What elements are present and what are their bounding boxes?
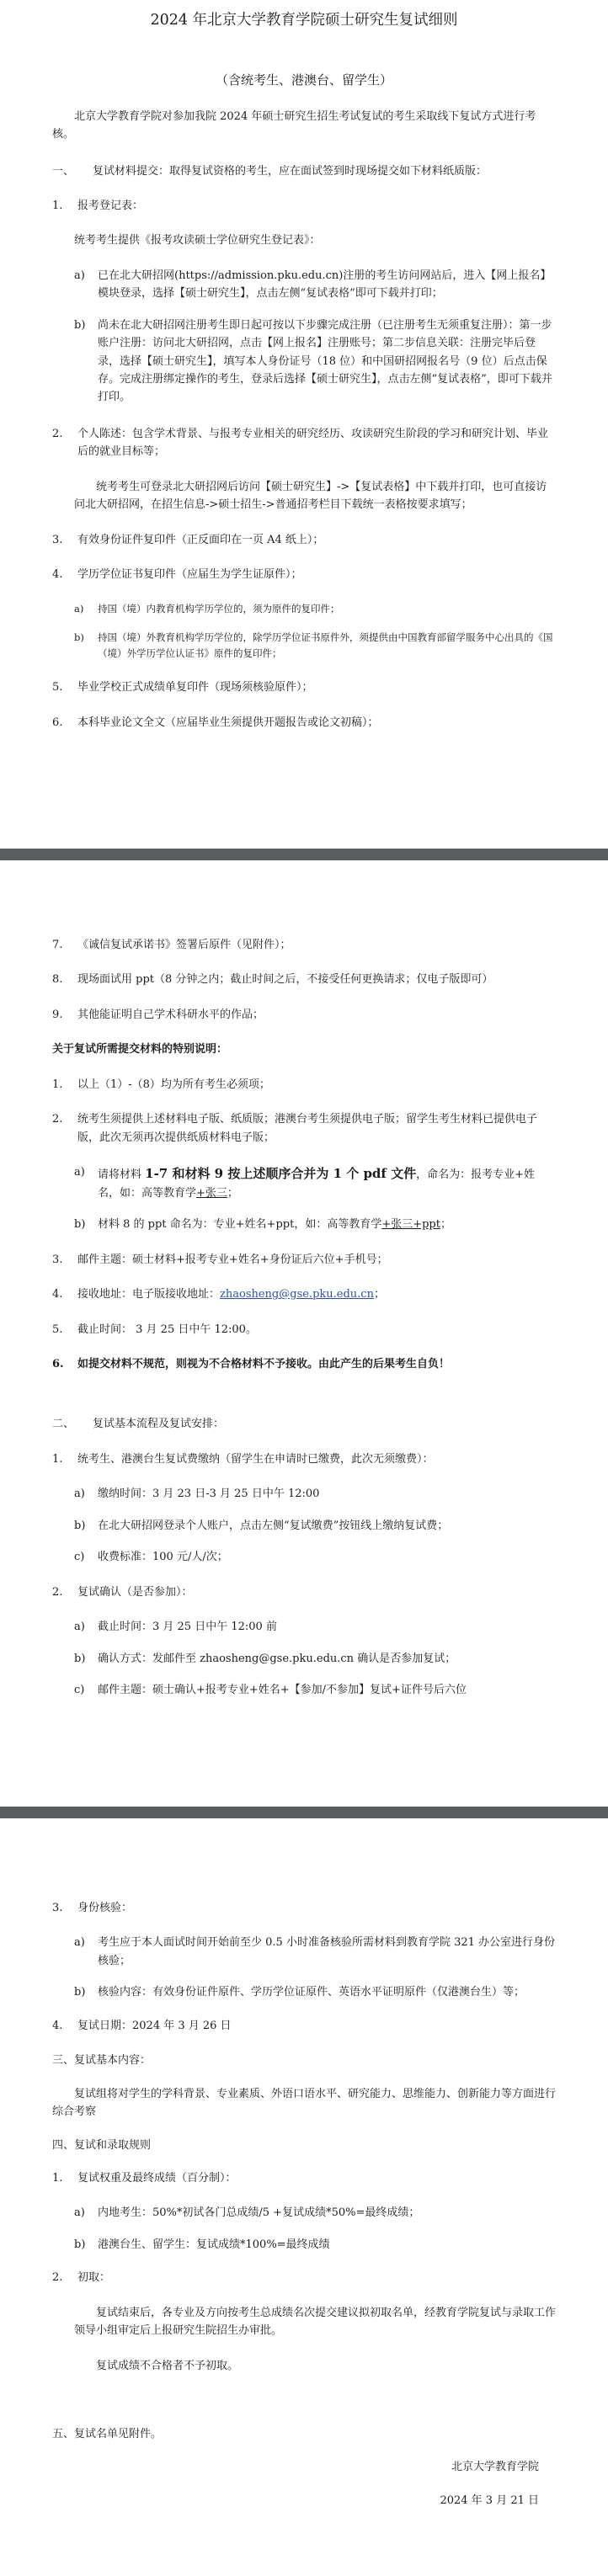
list-item-desc: 统考考生提供《报考攻读硕士学位研究生登记表》： [74, 234, 321, 247]
sub-item: a) 缴纳时间：3 月 23 日-3 月 25 日中午 12:00 [74, 1488, 320, 1501]
sub-item: c) 收费标准：100 元/人/次； [74, 1551, 228, 1564]
sub-item: b) 材料 8 的 ppt 命名为：专业+姓名+ppt，如：高等教育学+张三+ppt； [74, 1218, 451, 1232]
section-3-heading: 三、复试基本内容： [52, 2054, 152, 2068]
list-item: 8. 现场面试用 ppt（8 分钟之内；截止时间之后，不接受任何更换请求；仅电子版即可） [52, 973, 493, 987]
document-title: 2024 年北京大学教育学院硕士研究生复试细则 [150, 12, 458, 29]
sub-item: a) 请将材料 1-7 和材料 9 按上述顺序合并为 1 个 pdf 文件，命名为：报考专业+姓名，如：高等教育学+张三； [74, 1166, 536, 1200]
document-page-2 [0, 860, 608, 1803]
sub-item: a) 截止时间：3 月 25 日中午 12:00 前 [74, 1621, 277, 1634]
sub-item: b) 港澳台生、留学生：复试成绩*100%=最终成绩 [74, 2238, 330, 2251]
sub-item: c) 邮件主题：硕士确认+报考专业+姓名+【参加/不参加】复试+证件号后六位 [74, 1683, 467, 1696]
list-item: 5. 毕业学校正式成绩单复印件（现场须核验原件）； [52, 681, 313, 695]
sub-item: a) 考生应于本人面试时间开始前至少 0.5 小时准备核验所需材料到教育学院 321 办公室进行身份核验； [74, 1936, 556, 1967]
list-item: 6. 本科毕业论文全文（应届毕业生须提供开题报告或论文初稿）； [52, 716, 379, 729]
intro-paragraph: 北京大学教育学院对参加我院 2024 年硕士研究生招生考试复试的考生采取线下复试方式进行考核。 [52, 109, 536, 141]
list-item: 3. 身份核验： [52, 1902, 133, 1914]
page-separator [0, 1807, 608, 1818]
admission-text: 复试结束后，各专业及方向按考生总成绩名次提交建议拟初取名单，经教育学院复试与录取工作领导小组审定后上报研究生院招生办审批。 [74, 2306, 557, 2338]
list-item: 3. 邮件主题：硕士材料+报考专业+姓名+身份证后六位+手机号； [52, 1253, 388, 1266]
document-page-1 [0, 0, 608, 842]
list-item: 1. 统考生、港澳台生复试费缴纳（留学生在申请时已缴费，此次无须缴费）： [52, 1452, 434, 1466]
list-item: 4. 学历学位证书复印件（应届生为学生证原件）； [52, 568, 302, 582]
document-subtitle: （含统考生、港澳台、留学生） [215, 72, 392, 88]
list-item: 3. 有效身份证件复印件（正反面印在一页 A4 纸上）； [52, 533, 324, 546]
list-item-desc: 统考考生可登录北大研招网后访问【硕士研究生】->【复试表格】中下载并打印，也可直接访问北大研招网，在招生信息->硕士招生->普通招考栏目下载统一表格按要求填写； [74, 480, 547, 512]
sub-item: b) 核验内容：有效身份证件原件、学历学位证原件、英语水平证明原件（仅港澳台生）等； [74, 1986, 525, 1999]
list-item: 5. 截止时间： 3 月 25 日中午 12:00。 [52, 1323, 257, 1336]
section-1-heading: 一、 复试材料提交：取得复试资格的考生，应在面试签到时现场提交如下材料纸质版： [52, 164, 488, 178]
email-link[interactable]: zhaosheng@gse.pku.edu.cn [220, 1288, 374, 1301]
section-2-heading: 二、 复试基本流程及复试安排： [52, 1418, 225, 1431]
list-item: 1. 以上（1）-（8）均为所有考生必须项； [52, 1078, 270, 1091]
sub-item: a) 内地考生：50%*初试各门总成绩/5 +复试成绩*50%=最终成绩； [74, 2206, 420, 2220]
sub-item: b) 持国（境）外教育机构学历学位的，除学历学位证书原件外，须提供由中国教育部留学服务中心出具的《国（境）外学历学位认证书》原件的复印件； [74, 631, 553, 660]
list-item: 2. 个人陈述：包含学术背景、与报考专业相关的研究经历、攻读研究生阶段的学习和研究计划、毕业后的就业目标等； [52, 427, 549, 459]
list-item: 4. 接收地址：电子版接收地址：zhaosheng@gse.pku.edu.cn； [52, 1288, 385, 1301]
sub-item: a) 已在北大研招网(https://admission.pku.edu.cn)注册的考生访问网站后，进入【网上报名】模块登录，选择【硕士研究生】，点击左侧“复试表格”即可下载并打印； [74, 269, 552, 301]
warning-item: 6. 如提交材料不规范，则视为不合格材料不予接收。由此产生的后果考生自负！ [52, 1358, 451, 1370]
list-item: 9. 其他能证明自己学术科研水平的作品； [52, 1008, 264, 1021]
list-item: 1. 复试权重及最终成绩（百分制）： [52, 2171, 237, 2185]
sub-item: a) 持国（境）内教育机构学历学位的，须为原件的复印件； [74, 602, 340, 615]
list-item: 7. 《诚信复试承诺书》签署后原件（见附件）； [52, 939, 291, 951]
list-item: 2. 统考生须提供上述材料电子版、纸质版；港澳台考生须提供电子版；留学生考生材料已提供电子版，此次无须再次提供纸质材料电子版； [52, 1113, 538, 1144]
admission-text-2: 复试成绩不合格者不予初取。 [96, 2359, 239, 2372]
section-5-heading: 五、复试名单见附件。 [52, 2428, 163, 2440]
sub-item: b) 尚未在北大研招网注册考生即日起可按以下步骤完成注册（已注册考生无须重复注册）：第一步账户注册：访问北大研招网，点击【网上报名】注册账号；第二步信息关联：注册完毕后登录，选择【硕士研究生】，填写本人身份证号（18 位）和中国研招网报名号（9 位）后点击保存。完成注册绑定操作的考生，登录后选择【硕士研究生】，点击左侧“复试表格”，即可下载并打印。 [74, 318, 552, 404]
list-item: 1. 报考登记表： [52, 199, 144, 212]
signature-date: 2024 年 3 月 21 日 [440, 2494, 539, 2507]
page-separator [0, 849, 608, 860]
sub-item: b) 在北大研招网登录个人账户，点击左侧“复试缴费”按钮线上缴纳复试费； [74, 1519, 449, 1532]
list-item: 2. 初取： [52, 2271, 111, 2285]
document-page-3 [0, 1818, 608, 2576]
list-item: 2. 复试确认（是否参加）： [52, 1585, 193, 1599]
section-4-heading: 四、复试和录取规则 [52, 2138, 152, 2152]
special-notes-heading: 关于复试所需提交材料的特别说明： [52, 1043, 228, 1056]
sub-item: b) 确认方式：发邮件至 zhaosheng@gse.pku.edu.cn 确认是否参加复试； [74, 1652, 456, 1665]
signature-org: 北京大学教育学院 [451, 2461, 539, 2474]
section-3-text: 复试组将对学生的学科背景、专业素质、外语口语水平、研究能力、思维能力、创新能力等方面进行综合考察 [52, 2087, 557, 2119]
list-item: 4. 复试日期：2024 年 3 月 26 日 [52, 2019, 232, 2032]
